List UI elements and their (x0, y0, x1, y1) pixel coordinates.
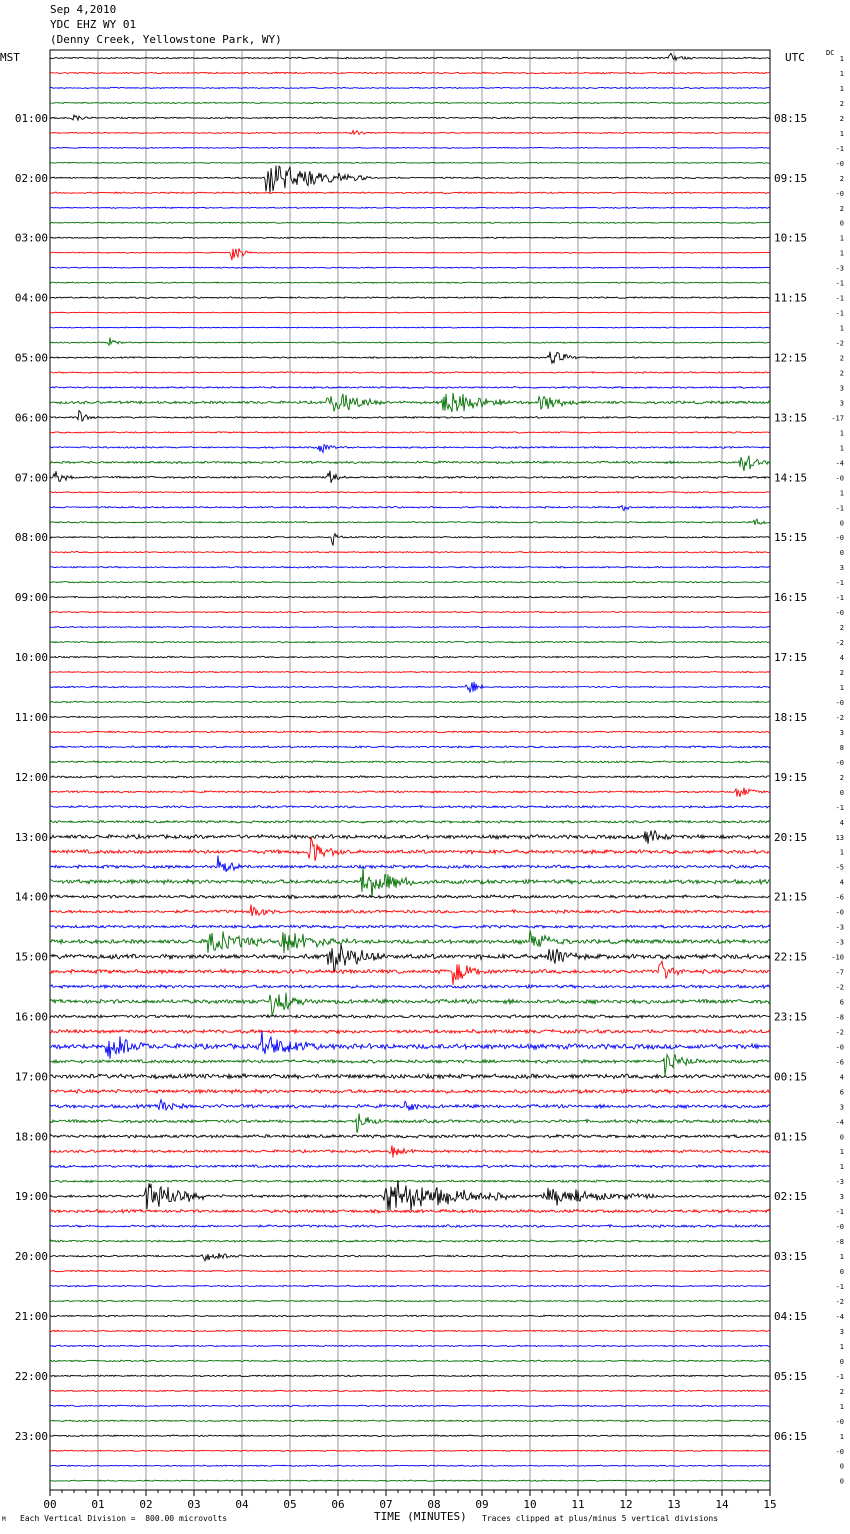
seismic-trace (50, 985, 770, 988)
dc-offset-value: -0 (835, 1043, 844, 1052)
seismic-trace (50, 1240, 770, 1242)
seismic-trace (50, 551, 770, 553)
x-tick-label: 07 (379, 1498, 393, 1511)
mst-hour-label: 14:00 (14, 890, 48, 904)
dc-offset-value: 8 (839, 743, 844, 752)
seismic-trace (50, 855, 770, 871)
dc-offset-value: -6 (835, 893, 844, 902)
seismic-trace (50, 192, 770, 194)
seismic-trace (50, 820, 770, 823)
utc-hour-label: 01:15 (774, 1130, 808, 1144)
x-tick-label: 01 (91, 1498, 105, 1511)
seismic-trace (50, 1054, 770, 1075)
seismic-trace (50, 806, 770, 808)
seismic-trace (50, 1031, 770, 1059)
seismic-trace (50, 338, 770, 346)
dc-offset-value: 2 (839, 99, 844, 108)
dc-offset-value: 1 (839, 848, 844, 857)
seismic-trace (50, 671, 770, 672)
dc-offset-value: -1 (835, 279, 844, 288)
seismic-trace (50, 147, 770, 148)
mst-hour-label: 17:00 (14, 1070, 48, 1084)
dc-offset-value: 1 (839, 55, 844, 63)
seismic-trace (50, 761, 770, 763)
seismic-trace (50, 534, 770, 546)
dc-offset-value: 1 (839, 429, 844, 438)
seismic-trace (50, 837, 770, 860)
dc-offset-value: 3 (839, 564, 844, 573)
mst-hour-label: 18:00 (14, 1130, 48, 1144)
footer-logo: M (2, 1516, 6, 1523)
seismic-trace (50, 961, 770, 985)
x-tick-label: 06 (331, 1498, 345, 1511)
seismic-trace (50, 1181, 770, 1211)
dc-offset-value: -3 (835, 923, 844, 932)
header-date: Sep 4,2010 (50, 3, 117, 16)
dc-offset-value: 1 (839, 1253, 844, 1262)
mst-hour-label: 23:00 (14, 1429, 48, 1443)
seismic-trace (50, 87, 770, 88)
dc-offset-value: 2 (839, 1387, 844, 1396)
mst-hour-label: 09:00 (14, 591, 48, 605)
dc-offset-value: -1 (835, 294, 844, 303)
seismic-trace (50, 895, 770, 899)
dc-offset-value: -0 (835, 758, 844, 767)
dc-offset-value: 2 (839, 624, 844, 633)
seismic-trace (50, 746, 770, 748)
seismic-trace (50, 506, 770, 511)
seismic-trace (50, 53, 770, 60)
dc-offset-value: 2 (839, 174, 844, 183)
x-tick-label: 15 (763, 1498, 777, 1511)
seismic-trace (50, 248, 770, 260)
mst-hour-label: 10:00 (14, 651, 48, 665)
utc-hour-label: 05:15 (774, 1369, 808, 1383)
dc-offset-value: 0 (839, 1357, 844, 1366)
dc-offset-value: 0 (839, 549, 844, 558)
dc-offset-value: -2 (835, 639, 844, 648)
x-tick-label: 11 (571, 1498, 585, 1511)
seismic-trace (50, 1465, 770, 1466)
dc-offset-value: -1 (835, 594, 844, 603)
dc-offset-value: 4 (839, 654, 844, 663)
dc-offset-value: 1 (839, 1148, 844, 1157)
dc-offset-value: -3 (835, 264, 844, 273)
seismic-trace (50, 656, 770, 658)
seismic-trace (50, 237, 770, 238)
dc-offset-value: -1 (835, 1283, 844, 1292)
dc-offset-value: -1 (835, 579, 844, 588)
dc-offset-value: -8 (835, 1238, 844, 1247)
seismic-trace (50, 1360, 770, 1362)
seismic-trace (50, 788, 770, 797)
mst-hour-label: 21:00 (14, 1309, 48, 1323)
seismic-trace (50, 1300, 770, 1302)
seismic-trace (50, 776, 770, 778)
seismic-trace (50, 1480, 770, 1481)
seismic-trace (50, 581, 770, 583)
seismic-trace (50, 1209, 770, 1213)
utc-hour-label: 22:15 (774, 950, 808, 964)
utc-hour-label: 14:15 (774, 471, 808, 485)
seismic-trace (50, 682, 770, 693)
seismic-trace (50, 1345, 770, 1347)
dc-offset-value: -0 (835, 534, 844, 543)
seismic-trace (50, 72, 770, 74)
utc-hour-label: 21:15 (774, 890, 808, 904)
dc-offset-value: -2 (835, 1298, 844, 1307)
utc-hour-label: 09:15 (774, 171, 808, 185)
seismic-trace (50, 1015, 770, 1018)
dc-offset-value: -0 (835, 474, 844, 483)
dc-offset-value: 4 (839, 878, 844, 887)
seismic-trace (50, 1089, 770, 1093)
utc-hour-label: 19:15 (774, 770, 808, 784)
seismic-trace (50, 1450, 770, 1451)
utc-hour-label: 10:15 (774, 231, 808, 245)
utc-hour-label: 00:15 (774, 1070, 808, 1084)
seismic-trace (50, 930, 770, 953)
seismic-trace (50, 102, 770, 103)
mst-hour-label: 15:00 (14, 950, 48, 964)
seismic-trace (50, 1253, 770, 1261)
mst-hour-label: 06:00 (14, 411, 48, 425)
seismic-trace (50, 312, 770, 313)
dc-offset-value: -3 (835, 938, 844, 947)
seismic-trace (50, 471, 770, 483)
seismic-trace (50, 596, 770, 598)
dc-offset-value: 1 (839, 69, 844, 78)
utc-hour-label: 04:15 (774, 1309, 808, 1323)
dc-offset-value: 2 (839, 114, 844, 123)
mst-hour-label: 20:00 (14, 1250, 48, 1264)
dc-offset-value: 2 (839, 369, 844, 378)
mst-hour-label: 13:00 (14, 830, 48, 844)
utc-hour-label: 15:15 (774, 531, 808, 545)
seismic-trace (50, 905, 770, 917)
x-tick-label: 03 (187, 1498, 201, 1511)
dc-offset-value: -0 (835, 1223, 844, 1232)
dc-offset-value: -0 (835, 1447, 844, 1456)
seismic-trace (50, 222, 770, 223)
seismic-trace (50, 519, 770, 525)
seismic-trace (50, 731, 770, 733)
dc-label: DC (826, 49, 835, 57)
dc-offset-value: 2 (839, 354, 844, 363)
dc-offset-value: 0 (839, 788, 844, 797)
dc-offset-value: -7 (835, 968, 844, 977)
x-tick-label: 04 (235, 1498, 249, 1511)
dc-offset-value: 1 (839, 324, 844, 333)
dc-offset-value: -0 (835, 159, 844, 168)
dc-offset-value: -1 (835, 1208, 844, 1217)
x-tick-label: 00 (43, 1498, 57, 1511)
x-tick-label: 12 (619, 1498, 633, 1511)
utc-hour-label: 11:15 (774, 291, 808, 305)
utc-hour-label: 13:15 (774, 411, 808, 425)
dc-offset-value: -5 (835, 863, 844, 872)
mst-hour-label: 11:00 (14, 710, 48, 724)
seismic-trace (50, 1285, 770, 1287)
utc-hour-label: 23:15 (774, 1010, 808, 1024)
dc-offset-value: -8 (835, 1013, 844, 1022)
seismic-trace (50, 372, 770, 374)
dc-offset-value: 1 (839, 129, 844, 138)
seismic-trace (50, 701, 770, 703)
utc-hour-label: 20:15 (774, 830, 808, 844)
dc-offset-value: 0 (839, 1462, 844, 1471)
seismic-trace (50, 131, 770, 135)
seismic-trace (50, 831, 770, 844)
header-location: (Denny Creek, Yellowstone Park, WY) (50, 33, 282, 46)
utc-hour-label: 16:15 (774, 591, 808, 605)
mst-hour-label: 02:00 (14, 171, 48, 185)
dc-offset-value: -4 (835, 1118, 844, 1127)
seismic-trace (50, 166, 770, 194)
dc-offset-value: -2 (835, 339, 844, 348)
seismic-trace (50, 1135, 770, 1138)
seismic-trace (50, 716, 770, 718)
x-tick-label: 09 (475, 1498, 489, 1511)
utc-hour-label: 12:15 (774, 351, 808, 365)
mst-label: MST (0, 51, 20, 64)
trace-group (50, 53, 770, 1481)
dc-offset-value: -0 (835, 189, 844, 198)
dc-offset-value: -4 (835, 1312, 844, 1321)
clip-note: Traces clipped at plus/minus 5 vertical divisions (482, 1514, 719, 1523)
x-tick-label: 10 (523, 1498, 537, 1511)
seismic-trace (50, 1113, 770, 1132)
seismic-trace (50, 1180, 770, 1182)
dc-offset-value: 1 (839, 444, 844, 453)
chart-grid (50, 50, 770, 1490)
dc-offset-value: -2 (835, 983, 844, 992)
utc-hour-label: 17:15 (774, 651, 808, 665)
dc-offset-value: 1 (839, 1432, 844, 1441)
seismic-trace (50, 297, 770, 299)
dc-offset-value: -1 (835, 504, 844, 513)
seismic-trace (50, 626, 770, 627)
seismic-trace (50, 387, 770, 389)
dc-offset-value: -4 (835, 459, 844, 468)
dc-offset-value: 1 (839, 234, 844, 243)
time-labels (15, 55, 844, 1511)
utc-hour-label: 18:15 (774, 710, 808, 724)
seismic-trace (50, 445, 770, 453)
seismic-trace (50, 993, 770, 1015)
seismic-trace (50, 282, 770, 283)
dc-offset-value: 6 (839, 1088, 844, 1097)
seismic-trace (50, 491, 770, 493)
dc-offset-value: 1 (839, 683, 844, 692)
seismic-trace (50, 1100, 770, 1110)
dc-offset-value: 1 (839, 489, 844, 498)
seismic-trace (50, 432, 770, 434)
seismic-trace (50, 393, 770, 412)
x-tick-label: 14 (715, 1498, 729, 1511)
seismic-trace (50, 1145, 770, 1157)
dc-offset-value: -1 (835, 1372, 844, 1381)
x-tick-label: 13 (667, 1498, 681, 1511)
x-tick-label: 05 (283, 1498, 297, 1511)
dc-offset-value: -0 (835, 698, 844, 707)
mst-hour-label: 01:00 (14, 111, 48, 125)
dc-offset-value: -1 (835, 144, 844, 153)
header-station: YDC EHZ WY 01 (50, 18, 137, 31)
mst-hour-label: 03:00 (14, 231, 48, 245)
seismic-trace (50, 1165, 770, 1168)
x-tick-label: 08 (427, 1498, 441, 1511)
seismic-trace (50, 115, 770, 120)
seismic-trace (50, 867, 770, 898)
dc-offset-value: -1 (835, 309, 844, 318)
dc-offset-value: 1 (839, 1163, 844, 1172)
dc-offset-value: -0 (835, 609, 844, 618)
dc-offset-value: 0 (839, 519, 844, 528)
dc-offset-value: 3 (839, 1103, 844, 1112)
seismic-trace (50, 1315, 770, 1317)
utc-hour-label: 02:15 (774, 1190, 808, 1204)
dc-offset-value: 0 (839, 1133, 844, 1142)
mst-hour-label: 19:00 (14, 1190, 48, 1204)
seismic-trace (50, 456, 770, 471)
plot-frame (50, 50, 770, 1490)
seismic-trace (50, 641, 770, 643)
dc-offset-value: -10 (831, 953, 844, 962)
seismic-trace (50, 1029, 770, 1033)
mst-hour-label: 05:00 (14, 351, 48, 365)
seismic-trace (50, 611, 770, 612)
seismic-trace (50, 1390, 770, 1392)
seismic-trace (50, 1225, 770, 1228)
dc-offset-value: 4 (839, 1073, 844, 1082)
seismic-trace (50, 566, 770, 568)
dc-offset-value: 6 (839, 998, 844, 1007)
seismic-trace (50, 1074, 770, 1079)
utc-label: UTC (785, 51, 805, 64)
dc-offset-value: 3 (839, 1193, 844, 1202)
dc-offset-value: -17 (831, 414, 844, 423)
dc-offset-value: -6 (835, 1058, 844, 1067)
dc-offset-value: 3 (839, 384, 844, 393)
seismic-trace (50, 1405, 770, 1407)
scale-note: Each Vertical Division = 800.00 microvolts (20, 1514, 228, 1523)
seismic-trace (50, 1375, 770, 1377)
dc-offset-value: 13 (835, 833, 844, 842)
dc-offset-value: 4 (839, 818, 844, 827)
seismic-trace (50, 1330, 770, 1332)
seismic-trace (50, 1270, 770, 1272)
mst-hour-label: 07:00 (14, 471, 48, 485)
dc-offset-value: 0 (839, 219, 844, 228)
utc-hour-label: 06:15 (774, 1429, 808, 1443)
mst-hour-label: 16:00 (14, 1010, 48, 1024)
dc-offset-value: 0 (839, 1268, 844, 1277)
seismic-trace (50, 327, 770, 328)
utc-hour-label: 08:15 (774, 111, 808, 125)
seismic-trace (50, 352, 770, 364)
seismic-trace (50, 411, 770, 422)
dc-offset-value: -2 (835, 1028, 844, 1037)
seismic-trace (50, 1420, 770, 1422)
x-tick-label: 02 (139, 1498, 153, 1511)
utc-hour-label: 03:15 (774, 1250, 808, 1264)
dc-offset-value: 1 (839, 84, 844, 93)
dc-offset-value: 3 (839, 1327, 844, 1336)
seismic-trace (50, 267, 770, 268)
seismic-trace (50, 925, 770, 928)
seismic-trace (50, 1435, 770, 1437)
dc-offset-value: -1 (835, 803, 844, 812)
dc-offset-value: 2 (839, 669, 844, 678)
mst-hour-label: 04:00 (14, 291, 48, 305)
dc-offset-value: -3 (835, 1178, 844, 1187)
seismic-trace (50, 944, 770, 972)
mst-hour-label: 08:00 (14, 531, 48, 545)
dc-offset-value: 3 (839, 728, 844, 737)
dc-offset-value: -0 (835, 908, 844, 917)
dc-offset-value: 1 (839, 1342, 844, 1351)
dc-offset-value: 1 (839, 249, 844, 258)
seismic-trace (50, 207, 770, 208)
x-axis-title: TIME (MINUTES) (374, 1510, 467, 1523)
dc-offset-value: 0 (839, 1477, 844, 1486)
mst-hour-label: 22:00 (14, 1369, 48, 1383)
dc-offset-value: 1 (839, 1402, 844, 1411)
dc-offset-value: -0 (835, 1417, 844, 1426)
dc-offset-value: 3 (839, 399, 844, 408)
mst-hour-label: 12:00 (14, 770, 48, 784)
dc-offset-value: -2 (835, 713, 844, 722)
dc-offset-value: 2 (839, 204, 844, 213)
dc-offset-value: 2 (839, 773, 844, 782)
seismic-trace (50, 162, 770, 163)
